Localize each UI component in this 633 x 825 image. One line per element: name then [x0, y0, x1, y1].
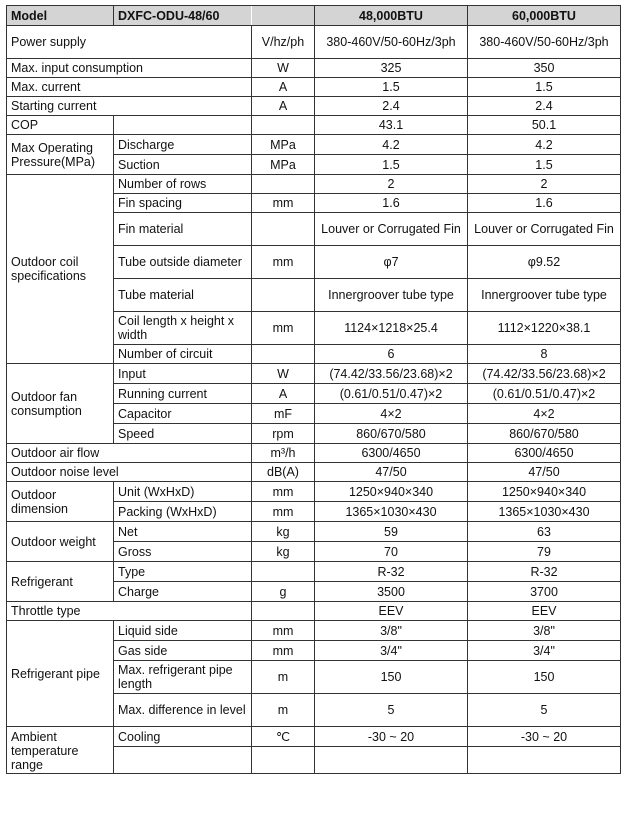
value-48k: Innergroover tube type [315, 279, 468, 312]
value-48k: (74.42/33.56/23.68)×2 [315, 364, 468, 384]
row-refrigerant-type [7, 562, 621, 582]
row-unit: ℃ [252, 727, 315, 747]
value-60k: 1.5 [468, 155, 621, 175]
row-label: Input [114, 364, 252, 384]
row-unit: A [252, 384, 315, 404]
value-48k: Louver or Corrugated Fin [315, 213, 468, 246]
value-48k: 1250×940×340 [315, 482, 468, 502]
value-60k: (74.42/33.56/23.68)×2 [468, 364, 621, 384]
value-48k: φ7 [315, 246, 468, 279]
value-48k: 1365×1030×430 [315, 502, 468, 522]
row-unit: MPa [252, 135, 315, 155]
row-label: Throttle type [7, 602, 252, 621]
row-label: Max. current [7, 78, 252, 97]
value-60k: Innergroover tube type [468, 279, 621, 312]
row-power-supply [7, 26, 621, 59]
model-value: DXFC-ODU-48/60 [114, 6, 252, 26]
row-unit: rpm [252, 424, 315, 444]
row-label: Max. difference in level [114, 694, 252, 727]
value-60k: 1112×1220×38.1 [468, 312, 621, 345]
row-max-input [7, 59, 621, 78]
value-48k: (0.61/0.51/0.47)×2 [315, 384, 468, 404]
empty-cell [114, 747, 252, 774]
value-48k: 2.4 [315, 97, 468, 116]
row-unit: kg [252, 522, 315, 542]
value-60k: (0.61/0.51/0.47)×2 [468, 384, 621, 404]
row-label: Power supply [7, 26, 252, 59]
row-label: Speed [114, 424, 252, 444]
value-48k: 6300/4650 [315, 444, 468, 463]
row-unit [252, 345, 315, 364]
group-outdoor-fan: Outdoor fan consumption [7, 364, 114, 444]
value-60k: 8 [468, 345, 621, 364]
row-label: Suction [114, 155, 252, 175]
value-60k: 47/50 [468, 463, 621, 482]
value-60k: φ9.52 [468, 246, 621, 279]
value-60k: 380-460V/50-60Hz/3ph [468, 26, 621, 59]
value-60k: 3/4" [468, 641, 621, 661]
row-number-of-rows [7, 175, 621, 194]
row-max-current [7, 78, 621, 97]
row-air-flow [7, 444, 621, 463]
value-60k: 79 [468, 542, 621, 562]
empty-cell [252, 747, 315, 774]
value-60k: 6300/4650 [468, 444, 621, 463]
value-60k: 4×2 [468, 404, 621, 424]
row-net-weight [7, 522, 621, 542]
value-60k: 63 [468, 522, 621, 542]
value-48k: 3/4" [315, 641, 468, 661]
empty-cell [315, 747, 468, 774]
row-label: Running current [114, 384, 252, 404]
value-48k: 3/8" [315, 621, 468, 641]
row-unit [252, 602, 315, 621]
value-60k: 3/8" [468, 621, 621, 641]
value-60k: 5 [468, 694, 621, 727]
value-48k: 59 [315, 522, 468, 542]
value-60k: 3700 [468, 582, 621, 602]
value-60k: 350 [468, 59, 621, 78]
value-60k: EEV [468, 602, 621, 621]
row-unit [252, 175, 315, 194]
row-unit: m [252, 661, 315, 694]
row-unit: mm [252, 482, 315, 502]
value-48k: EEV [315, 602, 468, 621]
row-cooling-range [7, 727, 621, 747]
row-unit: g [252, 582, 315, 602]
model-label: Model [7, 6, 114, 26]
row-label: Discharge [114, 135, 252, 155]
row-starting-current [7, 97, 621, 116]
group-refrigerant-pipe: Refrigerant pipe [7, 621, 114, 727]
row-unit: mm [252, 502, 315, 522]
row-label: Cooling [114, 727, 252, 747]
column-60k-header: 60,000BTU [468, 6, 621, 26]
value-48k: 2 [315, 175, 468, 194]
spec-table [6, 5, 621, 774]
value-48k: -30 ~ 20 [315, 727, 468, 747]
value-48k: 1.6 [315, 194, 468, 213]
row-sublabel-blank [114, 116, 252, 135]
group-outdoor-coil: Outdoor coil specifications [7, 175, 114, 364]
header-row [7, 6, 621, 26]
row-label: Packing (WxHxD) [114, 502, 252, 522]
value-48k: 5 [315, 694, 468, 727]
value-60k: 2.4 [468, 97, 621, 116]
value-48k: 860/670/580 [315, 424, 468, 444]
row-label: Max. input consumption [7, 59, 252, 78]
row-unit: mm [252, 641, 315, 661]
row-label: Fin spacing [114, 194, 252, 213]
row-label: COP [7, 116, 114, 135]
row-label: Capacitor [114, 404, 252, 424]
value-48k: 325 [315, 59, 468, 78]
row-label: Tube outside diameter [114, 246, 252, 279]
value-60k: 1.5 [468, 78, 621, 97]
value-48k: 1.5 [315, 78, 468, 97]
value-48k: 4×2 [315, 404, 468, 424]
row-fan-input [7, 364, 621, 384]
row-unit: A [252, 97, 315, 116]
value-60k: Louver or Corrugated Fin [468, 213, 621, 246]
row-liquid-side [7, 621, 621, 641]
row-label: Starting current [7, 97, 252, 116]
value-48k: R-32 [315, 562, 468, 582]
value-60k: 2 [468, 175, 621, 194]
value-48k: 70 [315, 542, 468, 562]
row-unit [252, 116, 315, 135]
group-refrigerant: Refrigerant [7, 562, 114, 602]
value-48k: 150 [315, 661, 468, 694]
value-60k: 4.2 [468, 135, 621, 155]
value-48k: 380-460V/50-60Hz/3ph [315, 26, 468, 59]
row-label: Gross [114, 542, 252, 562]
value-60k: -30 ~ 20 [468, 727, 621, 747]
value-60k: 860/670/580 [468, 424, 621, 444]
row-unit: A [252, 78, 315, 97]
row-label: Coil length x height x width [114, 312, 252, 345]
value-60k: 50.1 [468, 116, 621, 135]
column-48k-header: 48,000BTU [315, 6, 468, 26]
row-unit: MPa [252, 155, 315, 175]
value-60k: 1250×940×340 [468, 482, 621, 502]
row-label: Max. refrigerant pipe length [114, 661, 252, 694]
group-max-pressure: Max Operating Pressure(MPa) [7, 135, 114, 175]
row-unit [252, 213, 315, 246]
row-label: Liquid side [114, 621, 252, 641]
value-48k: 47/50 [315, 463, 468, 482]
row-unit: kg [252, 542, 315, 562]
row-unit-size [7, 482, 621, 502]
row-label: Tube material [114, 279, 252, 312]
row-unit: mm [252, 621, 315, 641]
value-48k: 4.2 [315, 135, 468, 155]
row-throttle-type [7, 602, 621, 621]
value-60k: 150 [468, 661, 621, 694]
row-label: Type [114, 562, 252, 582]
row-label: Charge [114, 582, 252, 602]
row-label: Fin material [114, 213, 252, 246]
group-outdoor-weight: Outdoor weight [7, 522, 114, 562]
group-outdoor-dimension: Outdoor dimension [7, 482, 114, 522]
row-label: Outdoor noise level [7, 463, 252, 482]
empty-cell [468, 747, 621, 774]
value-60k: 1365×1030×430 [468, 502, 621, 522]
row-label: Unit (WxHxD) [114, 482, 252, 502]
value-60k: R-32 [468, 562, 621, 582]
row-unit: W [252, 59, 315, 78]
row-noise-level [7, 463, 621, 482]
row-cop [7, 116, 621, 135]
row-unit: m³/h [252, 444, 315, 463]
row-unit: mm [252, 246, 315, 279]
value-48k: 6 [315, 345, 468, 364]
row-unit: mF [252, 404, 315, 424]
row-unit: m [252, 694, 315, 727]
header-blank [252, 6, 315, 26]
row-unit: dB(A) [252, 463, 315, 482]
row-label: Net [114, 522, 252, 542]
row-unit: W [252, 364, 315, 384]
row-unit: mm [252, 194, 315, 213]
row-discharge [7, 135, 621, 155]
row-label: Number of rows [114, 175, 252, 194]
value-60k: 1.6 [468, 194, 621, 213]
row-unit: mm [252, 312, 315, 345]
row-label: Outdoor air flow [7, 444, 252, 463]
value-48k: 43.1 [315, 116, 468, 135]
row-unit [252, 279, 315, 312]
value-48k: 1.5 [315, 155, 468, 175]
row-label: Number of circuit [114, 345, 252, 364]
row-label: Gas side [114, 641, 252, 661]
value-48k: 3500 [315, 582, 468, 602]
row-unit [252, 562, 315, 582]
value-48k: 1124×1218×25.4 [315, 312, 468, 345]
group-ambient-temperature: Ambient temperature range [7, 727, 114, 774]
row-unit: V/hz/ph [252, 26, 315, 59]
